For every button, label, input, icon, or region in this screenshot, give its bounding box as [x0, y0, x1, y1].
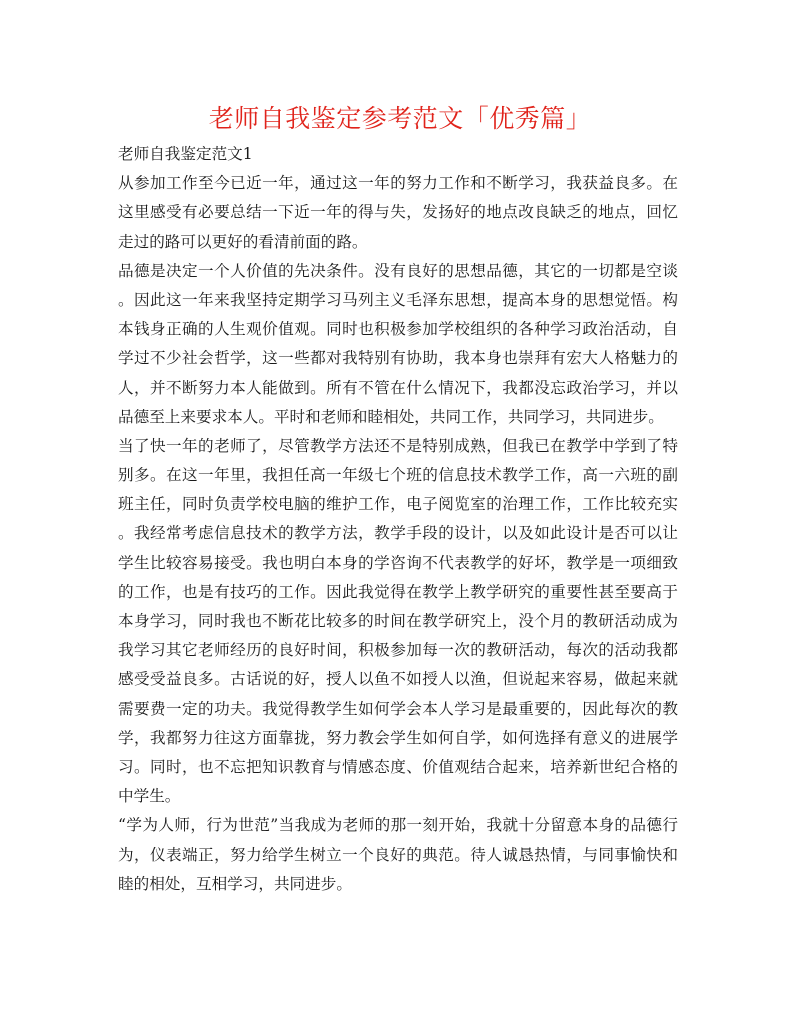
paragraph-line: 习。同时，也不忘把知识教育与情感态度、价值观结合起来，培养新世纪合格的 — [118, 757, 678, 776]
paragraph-line: 。我经常考虑信息技术的教学方法，教学手段的设计，以及如此设计是否可以让 — [118, 524, 678, 543]
paragraph — [118, 169, 678, 257]
paragraph-line: 学生比较容易接受。我也明白本身的学咨询不代表教学的好坏，教学是一项细致 — [118, 553, 678, 572]
paragraph-line: 学过不少社会哲学，这一些都对我特别有协助，我本身也崇拜有宏大人格魅力的 — [118, 349, 678, 368]
paragraph-line: 睦的相处，互相学习，共同进步。 — [118, 874, 352, 893]
paragraph-line: 本身学习，同时我也不断花比较多的时间在教学研究上，没个月的教研活动成为 — [118, 612, 678, 630]
paragraph — [118, 257, 678, 432]
paragraph-line: 感受受益良多。古话说的好，授人以鱼不如授人以渔，但说起来容易，做起来就 — [118, 670, 678, 689]
paragraph-line: 的工作，也是有技巧的工作。因此我觉得在教学上教学研究的重要性甚至要高于 — [118, 582, 678, 601]
document-body — [118, 140, 678, 899]
paragraph — [118, 432, 678, 811]
paragraph-line: 走过的路可以更好的看清前面的路。 — [118, 232, 368, 251]
paragraph-line: 学，我都努力往这方面靠拢，努力教会学生如何自学，如何选择有意义的进展学 — [118, 728, 678, 747]
paragraph-line: 品德是决定一个人价值的先决条件。没有良好的思想品德，其它的一切都是空谈 — [118, 261, 678, 280]
paragraph-line: 本钱身正确的人生观价值观。同时也积极参加学校组织的各种学习政治活动，自 — [118, 320, 678, 339]
paragraph-line: 为，仪表端正，努力给学生树立一个良好的典范。待人诚恳热情，与同事愉快和 — [118, 845, 678, 864]
document-title: 老师自我鉴定参考范文「优秀篇」 — [208, 104, 592, 133]
paragraph-line: 中学生。 — [118, 787, 181, 806]
paragraph-line: 需要费一定的功夫。我觉得教学生如何学会本人学习是最重要的，因此每次的教 — [118, 699, 678, 718]
paragraph — [118, 811, 678, 899]
paragraph-line: 当了快一年的老师了，尽管教学方法还不是特别成熟，但我已在教学中学到了特 — [118, 436, 678, 455]
paragraph-line: 品德至上来要求本人。平时和老师和睦相处，共同工作，共同学习，共同进步。 — [118, 407, 664, 426]
paragraph-line: 别多。在这一年里，我担任高一年级七个班的信息技术教学工作，高一六班的副 — [118, 466, 678, 485]
paragraph-line: 我学习其它老师经历的良好时间，积极参加每一次的教研活动，每次的活动我都 — [118, 641, 678, 660]
paragraph-line: “学为人师，行为世范”当我成为老师的那一刻开始，我就十分留意本身的品德行 — [118, 816, 678, 835]
paragraph-line: 班主任，同时负责学校电脑的维护工作，电子阅览室的治理工作，工作比较充实 — [118, 495, 678, 514]
paragraph-line: 从参加工作至今已近一年，通过这一年的努力工作和不断学习，我获益良多。在 — [118, 174, 678, 193]
paragraph-line: 人，并不断努力本人能做到。所有不管在什么情况下，我都没忘政治学习，并以 — [118, 378, 678, 397]
paragraph-line: 。因此这一年来我坚持定期学习马列主义毛泽东思想，提高本身的思想觉悟。构 — [118, 290, 678, 309]
paragraph-list — [118, 169, 678, 899]
paragraph-line: 这里感受有必要总结一下近一年的得与失，发扬好的地点改良缺乏的地点，回忆 — [118, 203, 678, 222]
section-heading: 老师自我鉴定范文1 — [118, 145, 253, 163]
